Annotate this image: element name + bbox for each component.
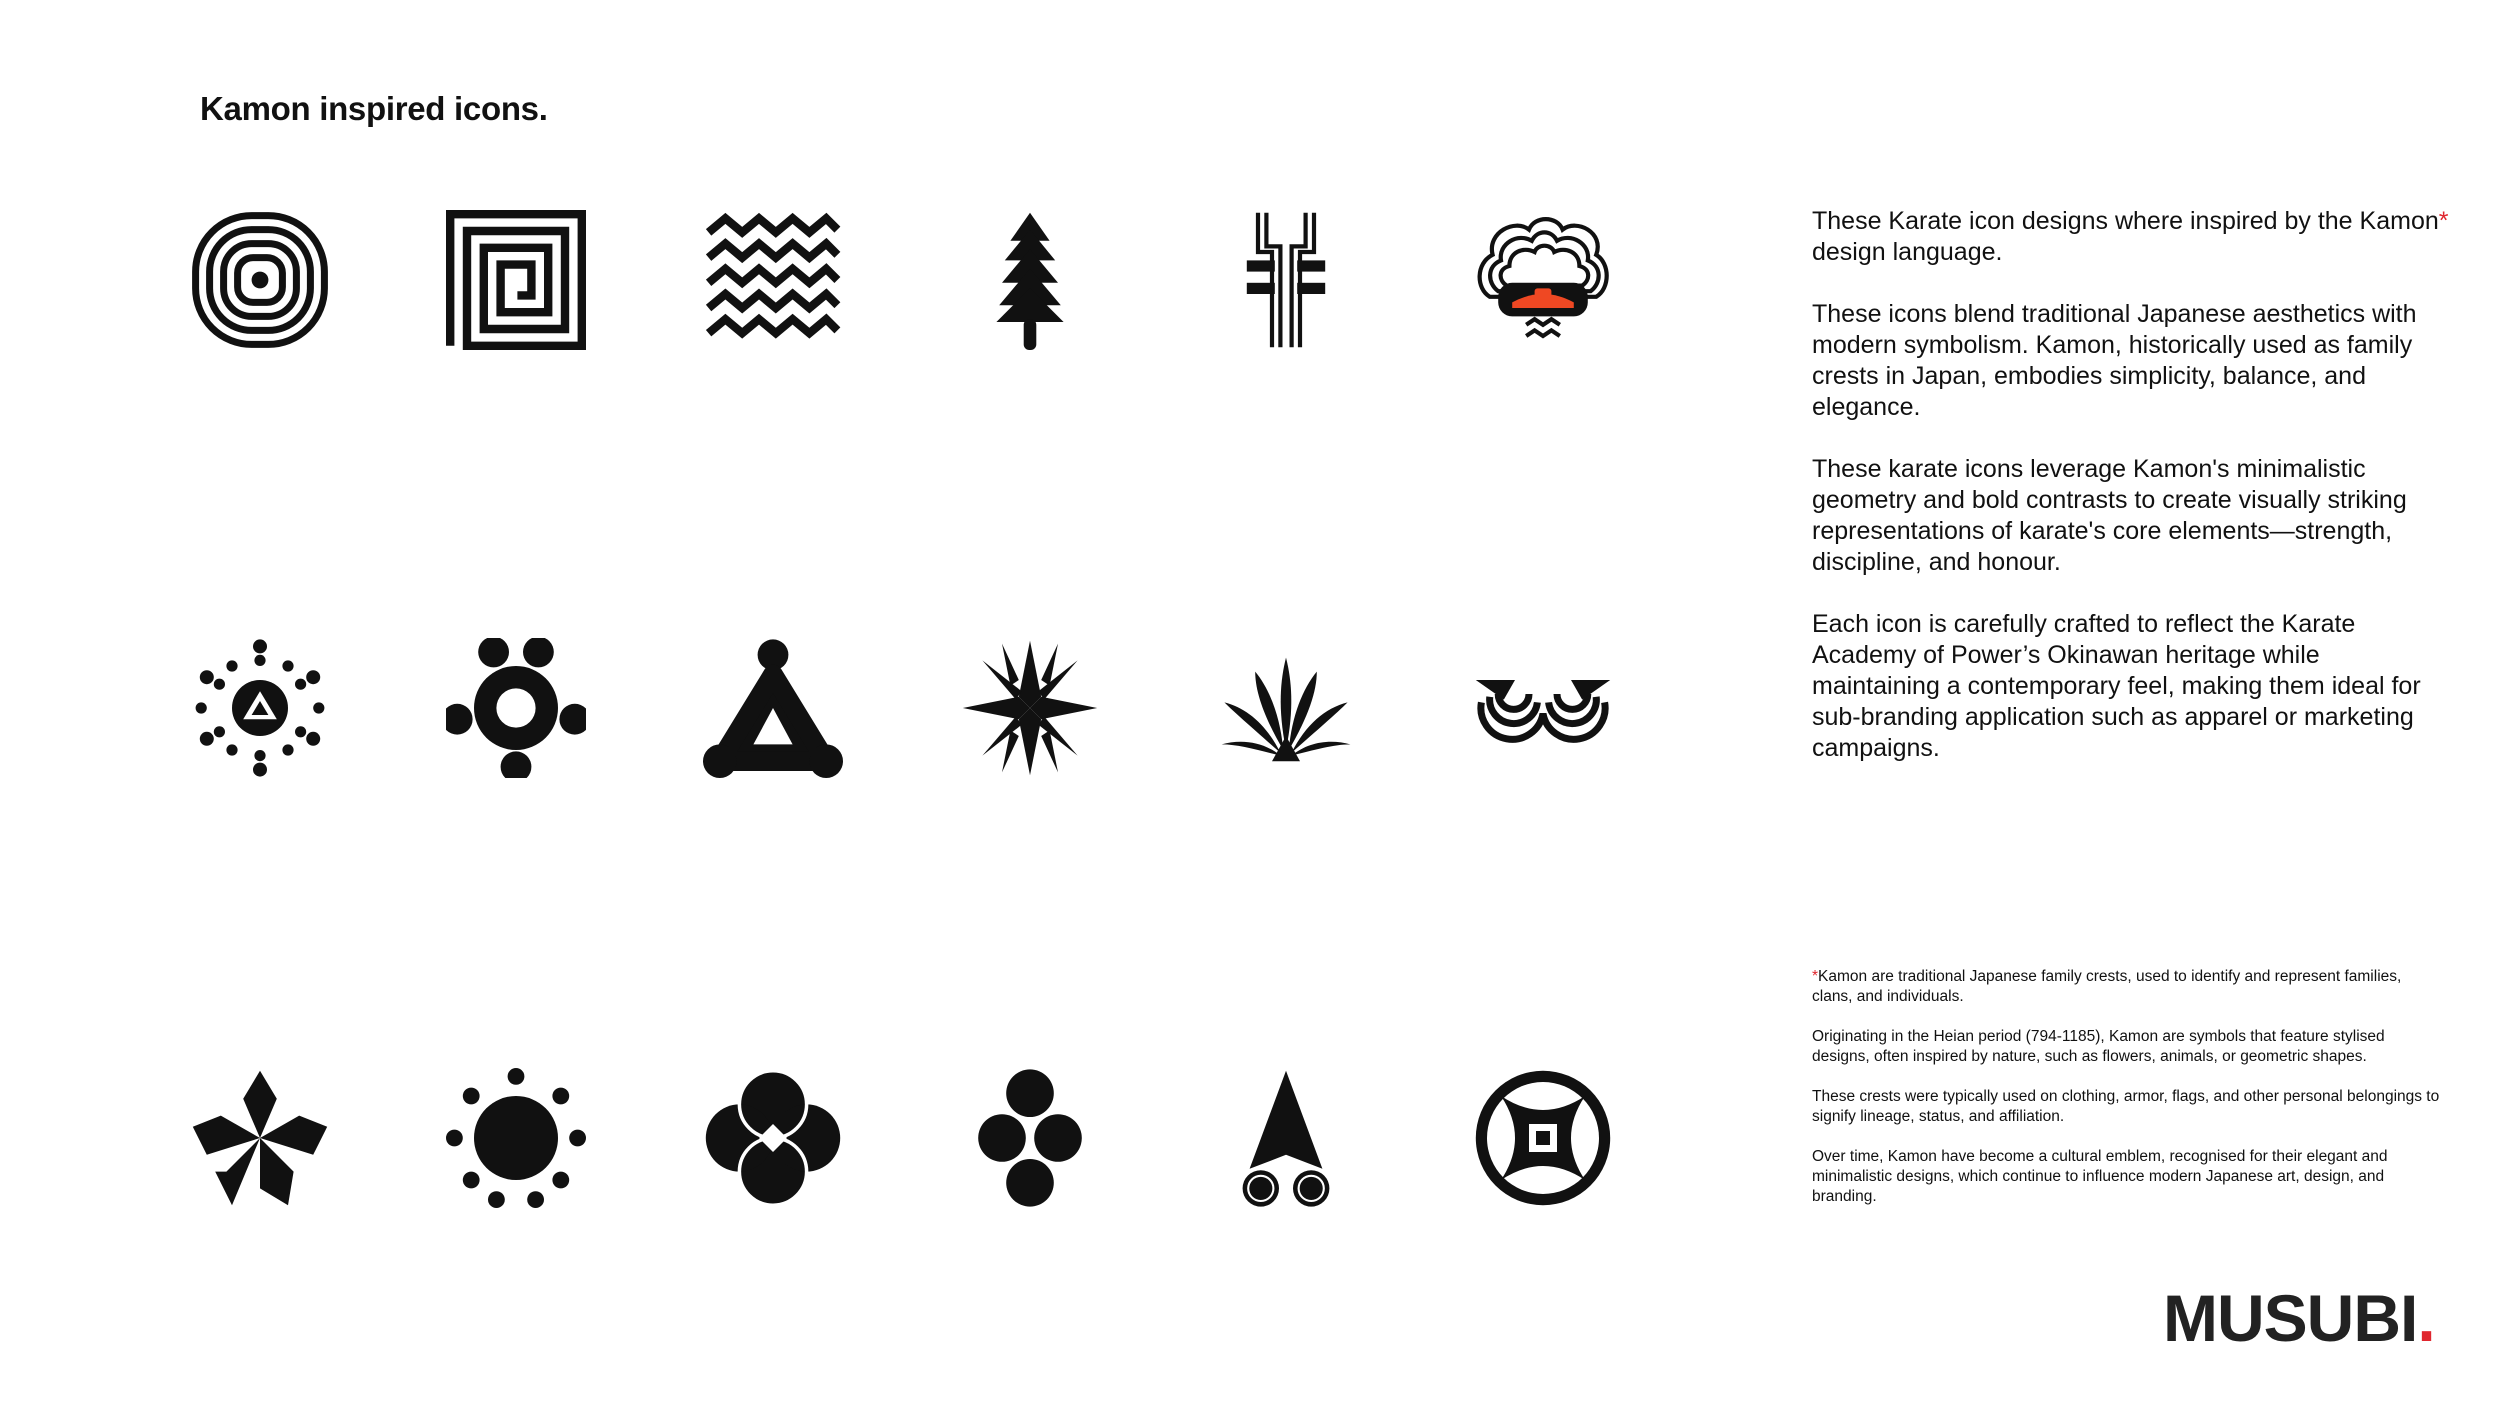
- pillar-lines-icon: [1216, 210, 1356, 350]
- rounded-waves-icon: [190, 210, 330, 350]
- owl-eyes-icon: [1473, 638, 1613, 778]
- sun-dots-icon: [446, 1068, 586, 1208]
- asterisk-mark: *: [1812, 968, 1819, 985]
- sun-crest-icon: [1473, 1068, 1613, 1208]
- dot-cluster-icon: [960, 1068, 1100, 1208]
- footnote-paragraph: These crests were typically used on clothing, armor, flags, and other personal belongings to signify lineage, status, and affiliation.: [1812, 1088, 2440, 1125]
- pine-tree-icon: [960, 210, 1100, 350]
- square-spiral-icon: [446, 210, 586, 350]
- meditation-triangle-icon: [703, 638, 843, 778]
- description-paragraph: Each icon is carefully crafted to reflect the Karate Academy of Power’s Okinawan heritage while maintaining a contemporary feel, making them ideal for sub-branding application such as apparel or marketing campaigns.: [1812, 610, 2421, 762]
- zigzag-waves-icon: [703, 210, 843, 350]
- five-petal-icon: [190, 1068, 330, 1208]
- footnote-paragraph: Over time, Kamon have become a cultural emblem, recognised for their elegant and minimalistic designs, which continue to influence modern Japanese art, design, and branding.: [1812, 1148, 2388, 1205]
- four-circles-icon: [703, 1068, 843, 1208]
- asterisk-mark: *: [2438, 207, 2449, 235]
- page-title: Kamon inspired icons.: [200, 90, 548, 127]
- flower-ring-icon: [446, 638, 586, 778]
- musubi-logo: MUSUBI.: [2163, 1281, 2435, 1355]
- description-intro: These Karate icon designs where inspired by the Kamon* design language.: [1812, 207, 2449, 266]
- footnote-paragraph: *Kamon are traditional Japanese family crests, used to identify and represent families, clans, and individuals.: [1812, 968, 2402, 1005]
- star-burst-icon: [960, 638, 1100, 778]
- logo-dot: .: [2417, 1281, 2435, 1355]
- arrow-peak-icon: [1216, 1068, 1356, 1208]
- snowflake-icon: [190, 638, 330, 778]
- description-text: [1812, 206, 2452, 795]
- description-paragraph: These icons blend traditional Japanese aesthetics with modern symbolism. Kamon, historically used as family crests in Japan, embodies simplicity, balance, and elegance.: [1812, 300, 2417, 421]
- footnote-text: [1812, 967, 2442, 1227]
- leaf-fan-icon: [1216, 638, 1356, 778]
- cloud-mask-icon: [1473, 210, 1613, 350]
- description-paragraph: These karate icons leverage Kamon's minimalistic geometry and bold contrasts to create visually striking representations of karate's core elements—strength, discipline, and honour.: [1812, 455, 2407, 576]
- footnote-paragraph: Originating in the Heian period (794-1185), Kamon are symbols that feature stylised designs, often inspired by nature, such as flowers, animals, or geometric shapes.: [1812, 1028, 2385, 1065]
